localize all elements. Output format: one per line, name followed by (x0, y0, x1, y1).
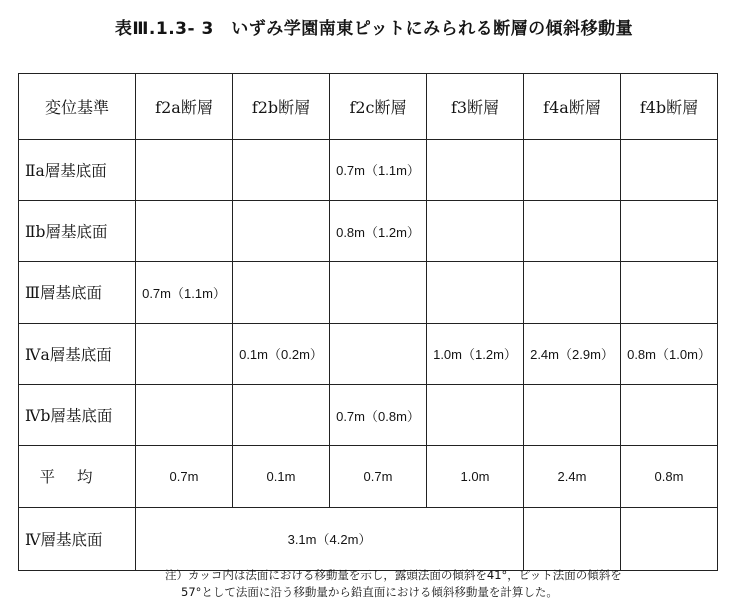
table-row-iv-base (19, 507, 718, 570)
average-cell: 1.0m (427, 446, 524, 507)
average-cell: 0.1m (233, 446, 330, 507)
footnote-line-2: 57°として法面に沿う移動量から鉛直面における傾斜移動量を計算した。 (181, 585, 558, 599)
table-cell (427, 200, 524, 261)
table-cell (427, 139, 524, 200)
row-label: Ⅳa層基底面 (19, 323, 136, 384)
header-cell-f4b: f4b断層 (621, 74, 718, 140)
average-cell: 2.4m (524, 446, 621, 507)
table-cell: 1.0m（1.2m） (427, 323, 524, 384)
table-row (19, 200, 718, 261)
table-cell: 2.4m（2.9m） (524, 323, 621, 384)
table-cell (136, 200, 233, 261)
table-cell: 0.1m（0.2m） (233, 323, 330, 384)
footnote-line-1: 注）カッコ内は法面における移動量を示し，露頭法面の傾斜を41°，ピット法面の傾斜を (165, 568, 622, 582)
header-cell-f2a: f2a断層 (136, 74, 233, 140)
table-row (19, 323, 718, 384)
table-cell: 0.7m（1.1m） (330, 139, 427, 200)
table-cell: 0.7m（1.1m） (136, 262, 233, 323)
table-cell (621, 200, 718, 261)
footnote (165, 567, 725, 601)
table-cell (524, 139, 621, 200)
table-cell (136, 139, 233, 200)
table-row (19, 139, 718, 200)
table-cell (427, 262, 524, 323)
row-label-average: 平均 (19, 446, 136, 507)
table-cell (233, 384, 330, 445)
table-row-average (19, 446, 718, 507)
table-title: 表Ⅲ.1.3- 3 いずみ学園南東ピットにみられる断層の傾斜移動量 (114, 19, 634, 39)
table-cell (330, 262, 427, 323)
table-cell (233, 262, 330, 323)
table-cell (621, 262, 718, 323)
row-label: Ⅳb層基底面 (19, 384, 136, 445)
table-cell (330, 323, 427, 384)
table-cell (524, 507, 621, 570)
row-label: Ⅱb層基底面 (19, 200, 136, 261)
table-cell: 0.8m（1.0m） (621, 323, 718, 384)
table-header-row (19, 74, 718, 140)
table-row (19, 262, 718, 323)
table-cell (136, 323, 233, 384)
header-cell-reference: 変位基準 (19, 74, 136, 140)
table-cell (621, 139, 718, 200)
table-cell (524, 262, 621, 323)
row-label: Ⅲ層基底面 (19, 262, 136, 323)
header-cell-f2c: f2c断層 (330, 74, 427, 140)
row-label: Ⅳ層基底面 (19, 507, 136, 570)
average-cell: 0.8m (621, 446, 718, 507)
average-cell: 0.7m (330, 446, 427, 507)
header-cell-f4a: f4a断層 (524, 74, 621, 140)
displacement-table (18, 73, 718, 571)
table-cell: 0.7m（0.8m） (330, 384, 427, 445)
table-cell (427, 384, 524, 445)
table-cell (621, 384, 718, 445)
merged-value-cell: 3.1m（4.2m） (136, 507, 524, 570)
table-cell (233, 139, 330, 200)
table-row (19, 384, 718, 445)
table-cell (524, 200, 621, 261)
table-cell (136, 384, 233, 445)
table-cell: 0.8m（1.2m） (330, 200, 427, 261)
header-cell-f2b: f2b断層 (233, 74, 330, 140)
row-label: Ⅱa層基底面 (19, 139, 136, 200)
header-cell-f3: f3断層 (427, 74, 524, 140)
table-cell (233, 200, 330, 261)
table-cell (524, 384, 621, 445)
average-cell: 0.7m (136, 446, 233, 507)
table-cell (621, 507, 718, 570)
